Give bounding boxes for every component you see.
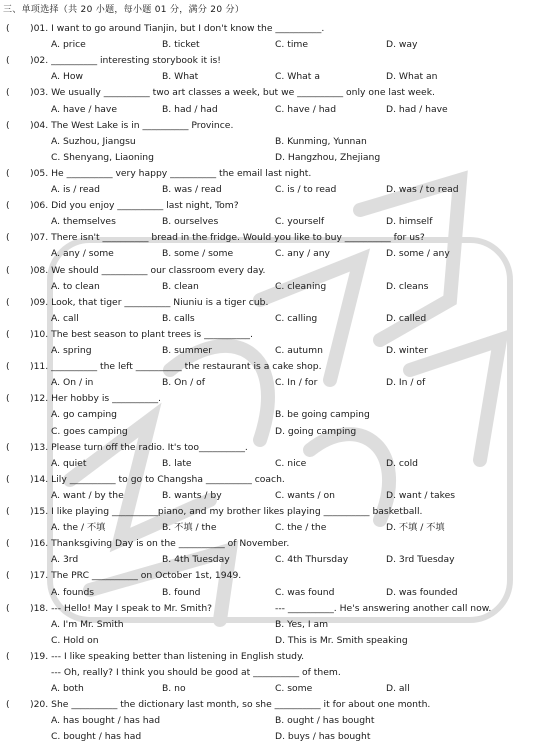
answer-paren[interactable]: ( xyxy=(6,361,10,373)
answer-paren[interactable]: ( xyxy=(6,55,10,67)
option-B[interactable]: B. no xyxy=(162,683,186,695)
option-D[interactable]: D. What an xyxy=(386,71,438,83)
option-B[interactable]: B. 不填 / the xyxy=(162,522,217,534)
option-A[interactable]: A. to clean xyxy=(51,280,100,292)
answer-paren[interactable]: ( xyxy=(6,506,10,517)
option-B[interactable]: B. What xyxy=(162,71,199,83)
option-A[interactable]: A. 3rd xyxy=(51,554,79,566)
option-B[interactable]: B. found xyxy=(162,586,201,598)
option-C[interactable]: C. wants / on xyxy=(275,489,335,501)
question-12 xyxy=(0,392,533,405)
options-row xyxy=(0,344,533,357)
question-text-continued: --- Oh, really? I think you should be good at __________ of them. xyxy=(51,667,341,678)
options-row xyxy=(0,682,533,695)
option-C[interactable]: C. 4th Thursday xyxy=(275,554,349,566)
option-C[interactable]: C. some xyxy=(275,683,313,695)
option-C[interactable]: C. bought / has had xyxy=(51,731,142,743)
option-D[interactable]: D. going camping xyxy=(275,425,357,437)
answer-paren[interactable]: ( xyxy=(6,87,10,99)
options-row xyxy=(0,489,533,502)
question-04 xyxy=(0,119,533,132)
option-B[interactable]: B. late xyxy=(162,457,192,469)
option-C[interactable]: C. yourself xyxy=(275,216,325,228)
answer-paren[interactable]: ( xyxy=(6,602,10,614)
question-18 xyxy=(0,602,533,615)
answer-paren[interactable]: ( xyxy=(6,296,10,308)
question-text: )06. Did you enjoy __________ last night, Tom? xyxy=(30,200,239,212)
option-B[interactable]: B. be going camping xyxy=(275,409,370,421)
question-text: )15. I like playing __________piano, and my brother likes playing __________ basketball. xyxy=(30,506,423,517)
option-C[interactable]: C. Shenyang, Liaoning xyxy=(51,151,154,163)
options-row xyxy=(0,408,533,421)
question-05 xyxy=(0,167,533,180)
option-B[interactable]: B. calls xyxy=(162,312,195,324)
question-06 xyxy=(0,199,533,212)
option-C[interactable]: C. In / for xyxy=(275,377,318,389)
option-A[interactable]: A. I'm Mr. Smith xyxy=(51,618,124,630)
option-A[interactable]: A. quiet xyxy=(51,457,87,469)
options-row xyxy=(0,103,533,116)
option-D[interactable]: D. way xyxy=(386,39,418,51)
option-A[interactable]: A. price xyxy=(51,39,86,51)
option-B[interactable]: B. summer xyxy=(162,345,213,356)
option-A[interactable]: A. any / some xyxy=(51,248,114,260)
answer-paren[interactable]: ( xyxy=(6,570,10,582)
option-B[interactable]: B. was / read xyxy=(162,184,222,195)
section-title: 三、单项选择（共 20 小题，每小题 01 分，满分 20 分） xyxy=(3,5,245,15)
question-16 xyxy=(0,537,533,550)
option-C[interactable]: C. What a xyxy=(275,71,320,83)
question-text: )03. We usually __________ two art classes a week, but we __________ only one last week. xyxy=(30,87,435,99)
options-row xyxy=(0,38,533,51)
question-text: )05. He __________ very happy __________ the email last night. xyxy=(30,167,312,179)
option-A[interactable]: A. Suzhou, Jiangsu xyxy=(51,135,136,147)
question-text: )09. Look, that tiger __________ Niuniu is a tiger cub. xyxy=(30,296,269,308)
option-C[interactable]: C. was found xyxy=(275,586,335,598)
answer-paren[interactable]: ( xyxy=(6,119,10,131)
options-row xyxy=(0,376,533,389)
option-B[interactable]: B. ourselves xyxy=(162,216,219,228)
option-A[interactable]: A. the / 不填 xyxy=(51,522,106,534)
answer-paren[interactable]: ( xyxy=(6,328,10,340)
option-C[interactable]: C. any / any xyxy=(275,248,330,260)
option-D[interactable]: D. 不填 / 不填 xyxy=(386,522,445,534)
question-19 xyxy=(0,650,533,663)
option-D[interactable]: D. cold xyxy=(386,457,418,469)
option-B[interactable]: B. 4th Tuesday xyxy=(162,554,230,566)
answer-paren[interactable]: ( xyxy=(6,699,10,711)
option-D[interactable]: D. some / any xyxy=(386,248,450,260)
question-03 xyxy=(0,86,533,99)
options-row xyxy=(0,183,533,196)
option-C[interactable]: C. Hold on xyxy=(51,634,99,646)
option-B[interactable]: B. Yes, I am xyxy=(275,618,329,630)
answer-paren[interactable]: ( xyxy=(6,393,10,405)
option-A[interactable]: A. want / by the xyxy=(51,489,124,501)
option-A[interactable]: A. have / have xyxy=(51,103,117,115)
option-D[interactable]: D. was / to read xyxy=(386,184,459,195)
answer-paren[interactable]: ( xyxy=(6,200,10,212)
question-08 xyxy=(0,264,533,277)
options-row xyxy=(0,70,533,83)
option-A[interactable]: A. themselves xyxy=(51,216,116,228)
answer-paren[interactable]: ( xyxy=(6,538,10,550)
option-C[interactable]: C. nice xyxy=(275,457,307,469)
question-09 xyxy=(0,296,533,309)
option-D[interactable]: D. winter xyxy=(386,345,428,356)
question-20 xyxy=(0,698,533,711)
question-text: )19. --- I like speaking better than listening in English study. xyxy=(30,650,305,662)
option-C[interactable]: C. goes camping xyxy=(51,425,128,437)
option-C[interactable]: C. is / to read xyxy=(275,184,337,195)
question-text: )20. She __________ the dictionary last month, so she __________ it for about one month. xyxy=(30,699,431,711)
question-13 xyxy=(0,441,533,454)
question-text: )10. The best season to plant trees is __________. xyxy=(30,328,253,340)
answer-paren[interactable]: ( xyxy=(6,473,10,485)
option-B[interactable]: B. On / of xyxy=(162,377,205,389)
question-text: )14. Lily __________ to go to Changsha __________ coach. xyxy=(30,473,285,485)
option-A[interactable]: A. is / read xyxy=(51,184,100,195)
options-row xyxy=(0,312,533,325)
option-D[interactable]: D. himself xyxy=(386,216,433,228)
question-text: )12. Her hobby is __________. xyxy=(30,393,161,405)
option-C[interactable]: C. have / had xyxy=(275,103,337,115)
option-C[interactable]: C. time xyxy=(275,39,309,51)
option-A[interactable]: A. spring xyxy=(51,345,92,356)
option-D[interactable]: D. cleans xyxy=(386,280,429,292)
option-A[interactable]: A. go camping xyxy=(51,409,118,421)
options-row xyxy=(0,730,533,743)
options-row xyxy=(0,151,533,164)
question-text: )07. There isn't __________ bread in the fridge. Would you like to buy __________ for us? xyxy=(30,232,425,244)
option-C[interactable]: C. autumn xyxy=(275,345,323,356)
options-row xyxy=(0,634,533,647)
answer-paren[interactable]: ( xyxy=(6,264,10,276)
options-row xyxy=(0,714,533,727)
question-text: )17. The PRC __________ on October 1st, 1949. xyxy=(30,570,242,582)
option-A[interactable]: A. On / in xyxy=(51,377,94,389)
options-row xyxy=(0,280,533,293)
options-row xyxy=(0,521,533,534)
option-D[interactable]: D. had / have xyxy=(386,103,448,115)
option-D[interactable]: D. called xyxy=(386,312,427,324)
option-D[interactable]: D. Hangzhou, Zhejiang xyxy=(275,151,381,163)
option-A[interactable]: A. has bought / has had xyxy=(51,715,161,727)
option-C[interactable]: C. cleaning xyxy=(275,280,327,292)
answer-paren[interactable]: ( xyxy=(6,23,10,34)
option-A[interactable]: A. both xyxy=(51,683,84,695)
option-D[interactable]: D. This is Mr. Smith speaking xyxy=(275,634,408,646)
answer-paren[interactable]: ( xyxy=(6,650,10,662)
question-text: )04. The West Lake is in __________ Province. xyxy=(30,119,234,131)
option-D[interactable]: D. all xyxy=(386,683,410,695)
question-14 xyxy=(0,473,533,486)
question-text: )16. Thanksgiving Day is on the __________ of November. xyxy=(30,538,290,550)
question-01 xyxy=(0,22,533,35)
question-text: )11. __________ the left __________ the restaurant is a cake shop. xyxy=(30,361,322,373)
question-text: )13. Please turn off the radio. It's too__________. xyxy=(30,441,248,453)
option-B[interactable]: B. ticket xyxy=(162,39,200,51)
option-B[interactable]: B. had / had xyxy=(162,103,218,115)
option-D[interactable]: D. want / takes xyxy=(386,489,456,501)
option-B[interactable]: B. wants / by xyxy=(162,489,222,501)
question-17 xyxy=(0,569,533,582)
options-row xyxy=(0,215,533,228)
answer-paren[interactable]: ( xyxy=(6,167,10,179)
option-D[interactable]: D. buys / has bought xyxy=(275,731,371,743)
option-C[interactable]: C. calling xyxy=(275,312,318,324)
options-row xyxy=(0,135,533,148)
question-text: )08. We should __________ our classroom every day. xyxy=(30,264,266,276)
option-D[interactable]: D. 3rd Tuesday xyxy=(386,554,455,566)
question-11 xyxy=(0,360,533,373)
question-text: )18. --- Hello! May I speak to Mr. Smith? xyxy=(30,602,213,614)
options-row xyxy=(0,553,533,566)
options-row xyxy=(0,247,533,260)
answer-paren[interactable]: ( xyxy=(6,441,10,453)
options-row xyxy=(0,457,533,470)
question-continuation xyxy=(0,666,533,679)
options-row xyxy=(0,618,533,631)
question-text: )02. __________ interesting storybook it is! xyxy=(30,55,221,67)
options-row xyxy=(0,425,533,438)
question-02 xyxy=(0,54,533,67)
option-B[interactable]: B. ought / has bought xyxy=(275,715,375,727)
option-A[interactable]: A. founds xyxy=(51,586,95,598)
option-B[interactable]: B. clean xyxy=(162,280,199,292)
option-D[interactable]: D. In / of xyxy=(386,377,426,389)
option-B[interactable]: B. some / some xyxy=(162,248,234,260)
option-B[interactable]: B. Kunming, Yunnan xyxy=(275,135,367,147)
option-C[interactable]: C. the / the xyxy=(275,522,327,534)
option-A[interactable]: A. call xyxy=(51,312,79,324)
option-A[interactable]: A. How xyxy=(51,71,84,83)
question-10 xyxy=(0,328,533,341)
answer-paren[interactable]: ( xyxy=(6,232,10,244)
question-07 xyxy=(0,231,533,244)
option-D[interactable]: D. was founded xyxy=(386,586,458,598)
question-text: )01. I want to go around Tianjin, but I don't know the __________. xyxy=(30,23,325,34)
options-row xyxy=(0,586,533,599)
question-15 xyxy=(0,505,533,518)
question-response: --- __________. He's answering another call now. xyxy=(275,602,492,614)
